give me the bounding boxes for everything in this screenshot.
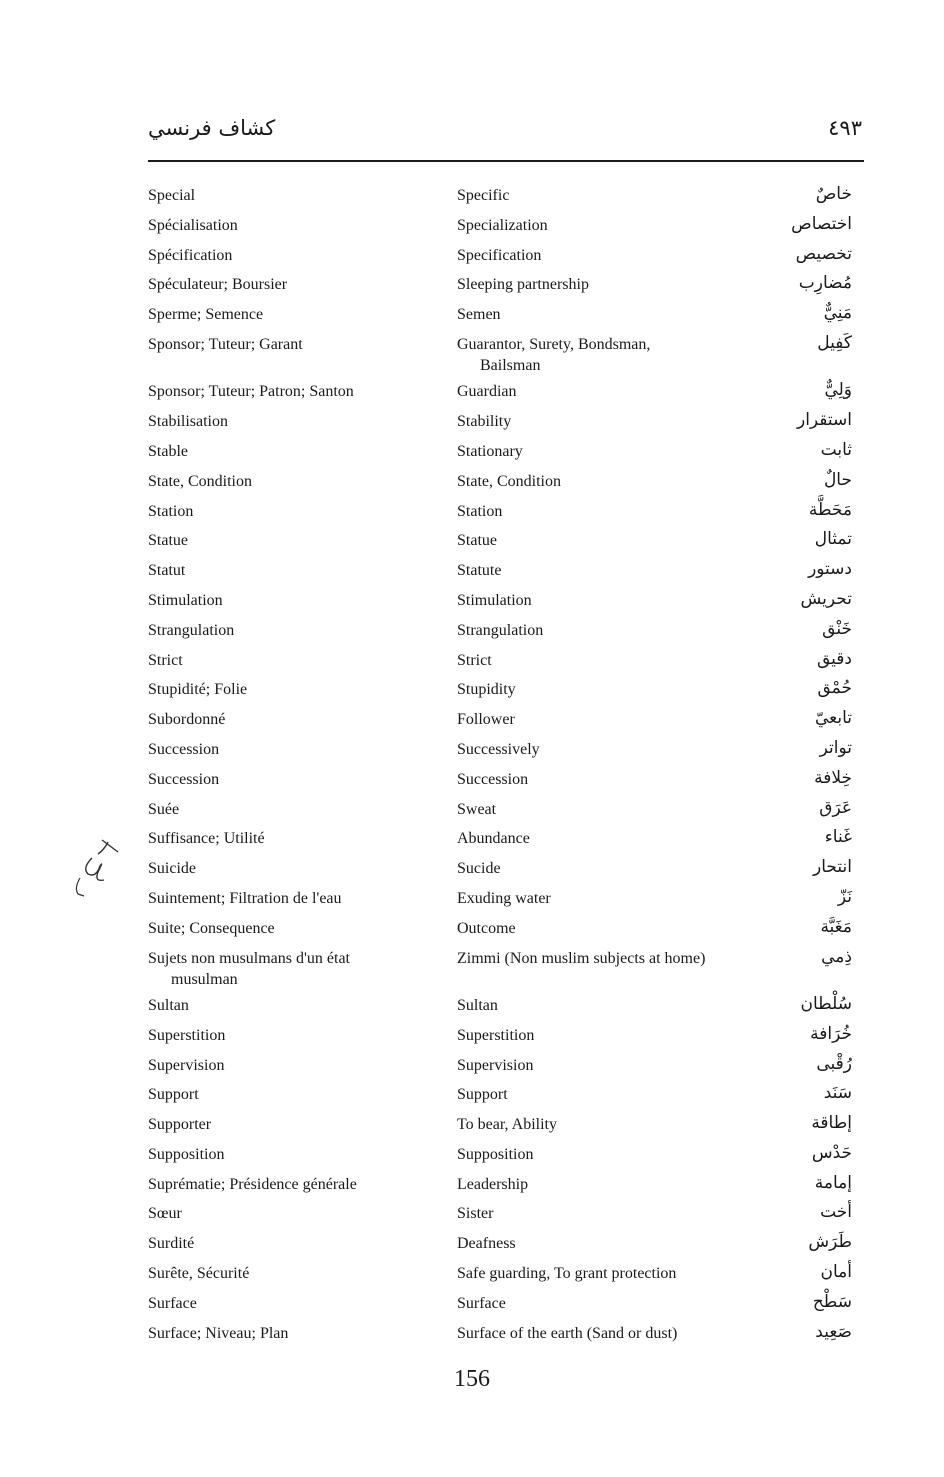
page-number-arabic: ٤٩٣ — [828, 116, 862, 140]
french-term-text: Sperme; Semence — [148, 306, 264, 324]
french-term — [148, 560, 438, 581]
english-term — [457, 679, 752, 700]
french-term — [148, 530, 438, 551]
french-term — [148, 1174, 438, 1195]
french-term — [148, 1025, 438, 1046]
english-term — [457, 334, 752, 376]
english-term — [457, 918, 752, 939]
english-term-text: Surface — [457, 1294, 506, 1312]
english-term-text: Superstition — [457, 1026, 535, 1044]
french-term-text: Sœur — [148, 1205, 182, 1223]
french-term — [148, 799, 438, 820]
index-entry-row — [146, 991, 864, 1021]
english-term-text: Outcome — [457, 919, 516, 937]
english-term — [457, 1114, 752, 1135]
index-entry-row — [146, 735, 864, 765]
french-term-text: Sultan — [148, 996, 189, 1014]
french-term — [148, 1263, 438, 1284]
french-term-text: Subordonné — [148, 711, 226, 729]
arabic-term: تابعيّ — [814, 708, 852, 729]
english-term — [457, 1293, 752, 1314]
arabic-term: سُلْطان — [800, 993, 852, 1014]
index-entry-row — [146, 241, 864, 271]
english-term — [457, 1025, 752, 1046]
french-term — [148, 709, 438, 730]
english-term — [457, 530, 752, 551]
index-entry-row — [146, 1080, 864, 1110]
french-term-text: Spécialisation — [148, 216, 238, 234]
arabic-term: سَطْح — [812, 1291, 852, 1312]
index-entry-row — [146, 1140, 864, 1170]
index-entry-row — [146, 270, 864, 300]
english-term-text: Follower — [457, 711, 515, 729]
index-entry-row — [146, 1319, 864, 1349]
index-entry-row — [146, 1170, 864, 1200]
english-term — [457, 948, 752, 969]
english-term — [457, 650, 752, 671]
english-term-text: Abundance — [457, 830, 530, 848]
index-entry-row — [146, 181, 864, 211]
arabic-term: رُقْبى — [816, 1053, 852, 1074]
english-term-text: Stimulation — [457, 591, 532, 609]
english-term — [457, 1055, 752, 1076]
french-term — [148, 215, 438, 236]
english-term — [457, 995, 752, 1016]
english-term — [457, 620, 752, 641]
index-entry-row — [146, 467, 864, 497]
french-term — [148, 620, 438, 641]
french-term-text: Suée — [148, 800, 180, 818]
french-term — [148, 185, 438, 206]
french-term — [148, 441, 438, 462]
index-entry-row — [146, 675, 864, 705]
french-term — [148, 501, 438, 522]
index-entry-row — [146, 646, 864, 676]
english-term — [457, 1263, 752, 1284]
french-term — [148, 334, 438, 355]
index-entry-row — [146, 586, 864, 616]
index-entry-row — [146, 1051, 864, 1081]
french-term-text: Sponsor; Tuteur; Garant — [148, 335, 303, 353]
arabic-term: سَنَد — [823, 1083, 852, 1104]
french-term-text: Statut — [148, 562, 186, 580]
index-entry-row — [146, 526, 864, 556]
french-term — [148, 304, 438, 325]
arabic-term: حالٌ — [823, 469, 852, 490]
arabic-term: استقرار — [796, 410, 852, 431]
index-entry-row — [146, 437, 864, 467]
index-entry-row — [146, 854, 864, 884]
english-term-text: State, Condition — [457, 472, 561, 490]
arabic-term: مَغَبَّة — [820, 916, 852, 937]
arabic-term: إمامة — [814, 1172, 852, 1193]
arabic-term: خُرَافة — [810, 1023, 852, 1044]
arabic-term: مُضارِب — [798, 273, 852, 294]
index-entry-row — [146, 1259, 864, 1289]
english-term-text: Stupidity — [457, 681, 516, 699]
french-term — [148, 245, 438, 266]
english-term — [457, 381, 752, 402]
french-term — [148, 828, 438, 849]
english-term — [457, 888, 752, 909]
index-entry-row — [146, 765, 864, 795]
english-term-text: Station — [457, 502, 503, 520]
english-term — [457, 828, 752, 849]
french-term — [148, 739, 438, 760]
french-term-text: Stupidité; Folie — [148, 681, 248, 699]
index-entry-row — [146, 556, 864, 586]
english-term-text: Sultan — [457, 996, 498, 1014]
english-term-text: Sister — [457, 1205, 494, 1223]
english-term — [457, 560, 752, 581]
english-term-text: Statute — [457, 562, 502, 580]
english-term — [457, 471, 752, 492]
french-term-text: Suite; Consequence — [148, 919, 275, 937]
english-term-text: Sweat — [457, 800, 497, 818]
english-term-text: Leadership — [457, 1175, 529, 1193]
french-term — [148, 948, 438, 990]
english-term-text: Guardian — [457, 383, 517, 401]
english-term — [457, 1203, 752, 1224]
english-term-text: Sucide — [457, 860, 501, 878]
english-term — [457, 1174, 752, 1195]
arabic-term: دقيق — [816, 648, 852, 669]
english-term — [457, 799, 752, 820]
english-term — [457, 411, 752, 432]
english-term-text: Exuding water — [457, 889, 551, 907]
index-entries — [146, 181, 864, 1348]
french-term — [148, 1323, 438, 1344]
french-term-text: Strangulation — [148, 621, 235, 639]
index-entry-row — [146, 1289, 864, 1319]
french-term — [148, 1203, 438, 1224]
english-term-text: Supposition — [457, 1145, 534, 1163]
arabic-term: ذِمي — [821, 946, 852, 967]
french-term — [148, 1233, 438, 1254]
arabic-term: غَناء — [824, 827, 852, 848]
arabic-term: إطاقة — [811, 1113, 852, 1134]
arabic-term: طَرَش — [808, 1232, 852, 1253]
french-term — [148, 888, 438, 909]
french-term — [148, 381, 438, 402]
french-term — [148, 679, 438, 700]
french-term-text: Surdité — [148, 1235, 195, 1253]
french-term-text: Sujets non musulmans d'un état — [148, 949, 350, 967]
english-term-text: Statue — [457, 532, 497, 550]
arabic-term: نَزّ — [837, 886, 852, 907]
english-term — [457, 1084, 752, 1105]
index-entry-row — [146, 884, 864, 914]
english-term — [457, 1323, 752, 1344]
french-term-text: Suffisance; Utilité — [148, 830, 265, 848]
french-term-text: Statue — [148, 532, 188, 550]
english-term-text: Specification — [457, 246, 542, 264]
french-term-continuation: musulman — [171, 970, 238, 988]
arabic-term: تخصيص — [795, 243, 852, 264]
french-term-text: Suintement; Filtration de l'eau — [148, 889, 342, 907]
english-term-text: Succession — [457, 770, 529, 788]
english-term — [457, 501, 752, 522]
english-term — [457, 245, 752, 266]
french-term — [148, 411, 438, 432]
english-term — [457, 215, 752, 236]
english-term-text: Successively — [457, 740, 540, 758]
arabic-term: مَحَطَّة — [808, 499, 852, 520]
english-term-text: Stationary — [457, 442, 523, 460]
english-term-text: Safe guarding, To grant protection — [457, 1265, 677, 1283]
french-term — [148, 650, 438, 671]
english-term — [457, 858, 752, 879]
arabic-term: خاصٌ — [815, 184, 852, 204]
english-term-text: Support — [457, 1086, 508, 1104]
english-term-text: Sleeping partnership — [457, 276, 589, 294]
english-term — [457, 709, 752, 730]
index-entry-row — [146, 377, 864, 407]
english-term — [457, 185, 752, 206]
english-term-text: Deafness — [457, 1235, 516, 1253]
french-term — [148, 858, 438, 879]
french-term — [148, 1055, 438, 1076]
french-term — [148, 590, 438, 611]
english-term-text: Strangulation — [457, 621, 544, 639]
english-term — [457, 441, 752, 462]
english-term — [457, 274, 752, 295]
french-term-text: Supporter — [148, 1116, 212, 1134]
english-term — [457, 769, 752, 790]
index-entry-row — [146, 824, 864, 854]
english-term-text: Supervision — [457, 1056, 534, 1074]
french-term — [148, 1084, 438, 1105]
arabic-term: خِلافة — [814, 767, 852, 788]
index-entry-row — [146, 1110, 864, 1140]
arabic-term: حُمْق — [817, 678, 852, 699]
english-term-text: Strict — [457, 651, 492, 669]
arabic-term: عَرَق — [819, 797, 852, 818]
english-term — [457, 1233, 752, 1254]
running-title: كشاف فرنسي — [148, 116, 276, 140]
french-term-text: Suicide — [148, 860, 196, 878]
index-entry-row — [146, 616, 864, 646]
arabic-term: أخت — [820, 1202, 852, 1223]
index-entry-row — [146, 1199, 864, 1229]
index-entry-row — [146, 407, 864, 437]
french-term — [148, 1114, 438, 1135]
english-term-text: Specific — [457, 187, 510, 204]
handwritten-margin-note — [70, 838, 140, 908]
page-number: 156 — [454, 1366, 490, 1392]
french-term-text: Stimulation — [148, 591, 223, 609]
french-term — [148, 274, 438, 295]
english-term — [457, 1144, 752, 1165]
arabic-term: وَلِيٌّ — [824, 380, 852, 401]
french-term — [148, 1293, 438, 1314]
french-term-text: Supposition — [148, 1145, 225, 1163]
index-entry-row — [146, 914, 864, 944]
french-term-text: Surête, Sécurité — [148, 1265, 250, 1283]
french-term — [148, 918, 438, 939]
index-entry-row — [146, 300, 864, 330]
english-term-text: Stability — [457, 413, 512, 431]
french-term-text: Surface — [148, 1294, 197, 1312]
index-entry-row — [146, 1021, 864, 1051]
index-entry-row — [146, 944, 864, 991]
french-term-text: Suprématie; Présidence générale — [148, 1175, 357, 1193]
french-term-text: Station — [148, 502, 194, 520]
french-term — [148, 1144, 438, 1165]
french-term-text: Supervision — [148, 1056, 225, 1074]
arabic-term: تمثال — [814, 529, 852, 550]
french-term-text: Stable — [148, 442, 188, 460]
french-term — [148, 769, 438, 790]
french-term-text: Sponsor; Tuteur; Patron; Santon — [148, 383, 354, 401]
arabic-term: خَنْق — [822, 618, 852, 639]
english-term-text: Semen — [457, 306, 501, 324]
english-term-text: Guarantor, Surety, Bondsman, — [457, 335, 651, 353]
french-term-text: Succession — [148, 740, 220, 758]
english-term — [457, 590, 752, 611]
arabic-term: دستور — [808, 559, 852, 580]
index-entry-row — [146, 497, 864, 527]
english-term-text: Surface of the earth (Sand or dust) — [457, 1324, 678, 1342]
english-term-continuation: Bailsman — [480, 356, 541, 374]
index-entry-row — [146, 705, 864, 735]
french-term-text: Superstition — [148, 1026, 226, 1044]
french-term-text: Surface; Niveau; Plan — [148, 1324, 289, 1342]
arabic-term: أمان — [820, 1262, 852, 1283]
arabic-term: تواتر — [819, 737, 852, 758]
french-term — [148, 995, 438, 1016]
english-term-text: Specialization — [457, 216, 548, 234]
french-term-text: Spécification — [148, 246, 233, 264]
index-entry-row — [146, 1229, 864, 1259]
arabic-term: كَفِيل — [817, 332, 852, 353]
arabic-term: مَنِيٌّ — [823, 303, 852, 324]
index-entry-row — [146, 211, 864, 241]
index-entry-row — [146, 330, 864, 377]
french-term-text: State, Condition — [148, 472, 252, 490]
french-term-text: Support — [148, 1086, 199, 1104]
arabic-term: تحريش — [800, 588, 852, 609]
french-term-text: Strict — [148, 651, 183, 669]
french-term-text: Stabilisation — [148, 413, 228, 431]
arabic-term: صَعِيد — [815, 1321, 852, 1342]
french-term-text: Spéculateur; Boursier — [148, 276, 288, 294]
arabic-term: اختصاص — [791, 213, 852, 234]
french-term-text: Special — [148, 187, 196, 204]
page-header — [148, 112, 864, 152]
arabic-term: حَدْس — [811, 1142, 852, 1163]
english-term — [457, 304, 752, 325]
french-term — [148, 471, 438, 492]
english-term — [457, 739, 752, 760]
french-term-text: Succession — [148, 770, 220, 788]
english-term-text: Zimmi (Non muslim subjects at home) — [457, 949, 706, 967]
arabic-term: انتحار — [813, 857, 852, 878]
arabic-term: ثابت — [820, 439, 852, 460]
header-rule — [148, 160, 864, 162]
english-term-text: To bear, Ability — [457, 1116, 557, 1134]
index-entry-row — [146, 795, 864, 825]
